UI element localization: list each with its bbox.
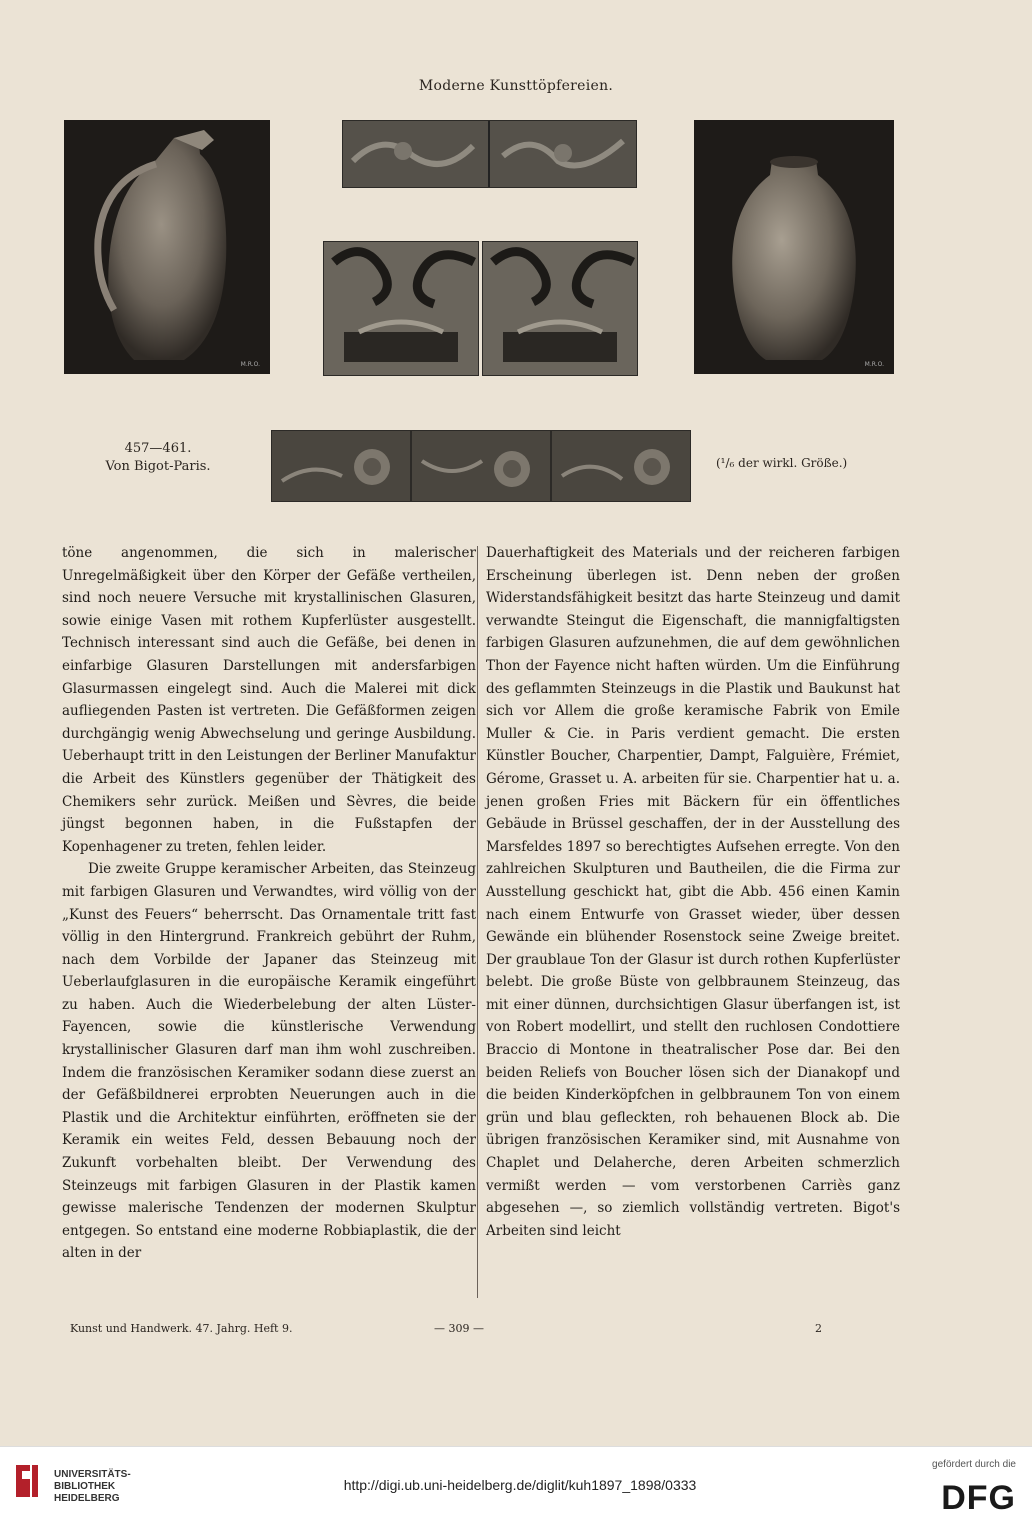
snail-tile-right (551, 430, 691, 502)
snail-relief-illustration (272, 431, 410, 501)
figure-caption (88, 440, 228, 476)
frieze-tile-top (342, 120, 637, 188)
snail-tile-left (271, 430, 411, 502)
text-column-right (486, 542, 900, 1242)
figure-numbers: 457—461. (124, 441, 192, 456)
university-logo-icon (12, 1461, 42, 1501)
column-divider (477, 546, 478, 1298)
signature-mark: 2 (815, 1322, 822, 1335)
ornament-relief-illustration (483, 242, 637, 375)
jug-photo (64, 120, 270, 374)
text-column-left (62, 542, 476, 1265)
paragraph: Die zweite Gruppe keramischer Arbeiten, das Steinzeug mit farbigen Glasuren und Verwandtes, wird völlig von der „Kunst des Feuers“ beherrscht. Das Ornamentale tritt fast völlig in den Hintergrund. Frankreich gebührt der Ruhm, nach dem Vorbilde der Japaner das Steinzeug mit Ueberlaufglasuren in die europäische Keramik eingeführt zu haben. Auch die Wiederbelebung der alten Lüster-Fayencen, sowie die künstlerische Verwendung krystallinischer Glasuren darf man ihm wohl zuschreiben. Indem die französischen Keramiker sodann diese zuerst an der Gefäßbildnerei erprobten Neuerungen auch in die Plastik und die Architektur einführten, eröffneten sie der Keramik ein weites Feld, dessen Bebauung noch der Zukunft vorbehalten bleibt. Der Verwendung des Steinzeugs mit farbigen Glasuren in der Plastik kamen gewisse malerische Tendenzen der modernen Skulptur entgegen. So entstand eine moderne Robbiaplastik, die der alten in der (62, 861, 476, 1262)
ornament-tile-left (323, 241, 479, 376)
digitization-bar (0, 1446, 1032, 1527)
page-header: Moderne Kunsttöpfereien. (418, 78, 614, 94)
dfg-logo: DFG (941, 1479, 1016, 1517)
vase-photo (694, 120, 894, 374)
snail-relief-illustration (412, 431, 550, 501)
vase-photo-mark: M.R.O. (864, 361, 884, 368)
library-name: UNIVERSITÄTS- BIBLIOTHEK HEIDELBERG (54, 1469, 131, 1504)
ornament-tile-right (482, 241, 638, 376)
ornament-relief-illustration (324, 242, 478, 375)
jug-illustration (64, 120, 270, 374)
funded-by-label: gefördert durch die (932, 1459, 1016, 1470)
paragraph: töne angenommen, die sich in malerischer Unregelmäßigkeit über den Körper der Gefäße vertheilen, sind noch neuere Versuche mit krystallinischen Glasuren, sowie einige Vasen mit rothem Kupferlüster ausgestellt. Technisch interessant sind auch die Gefäße, bei denen in einfarbige Glasuren Darstellungen mit andersfarbigen Glasurmassen eingelegt sind. Auch die Malerei mit dick aufliegenden Pasten ist vertreten. Die Gefäßformen zeigen durchgängig wenig Abwechselung und geringe Ausbildung. Ueberhaupt tritt in den Leistungen der Berliner Manufaktur die Arbeit des Künstlers gegenüber der Thätigkeit des Chemikers sehr zurück. Meißen und Sèvres, die beide jüngst begonnen haben, in die Fußstapfen der Kopenhagener zu treten, fehlen leider. (62, 545, 476, 855)
jug-photo-mark: M.R.O. (240, 361, 260, 368)
snail-relief-illustration (552, 431, 690, 501)
scale-note: (¹/₆ der wirkl. Größe.) (716, 456, 848, 470)
journal-footer: Kunst und Handwerk. 47. Jahrg. Heft 9. (70, 1322, 293, 1335)
frieze-relief-illustration (343, 121, 636, 187)
paragraph: Dauerhaftigkeit des Materials und der reicheren farbigen Erscheinung überlegen ist. Denn neben der großen Widerstandsfähigkeit besitzt das harte Steinzeug und damit verwandte Steingut die Eigenschaft, die mannigfaltigsten farbigen Glasuren aufzunehmen, die auf dem gewöhnlichen Thon der Fayence nicht haften würden. Um die Einführung des geflammten Steinzeugs in die Plastik und Baukunst hat sich vor Allem die große keramische Fabrik von Emile Muller & Cie. in Paris verdient gemacht. Die ersten Künstler Boucher, Charpentier, Dampt, Falguière, Frémiet, Gérome, Grasset u. A. arbeiten für sie. Charpentier hat u. a. jenen großen Fries mit Bäckern für ein öffentliches Gebäude in Brüssel geschaffen, der in der Ausstellung des Marsfeldes 1897 so berechtigtes Aufsehen erregte. Von den zahlreichen Skulpturen und Bautheilen, die die Firma zur Ausstellung geschickt hat, gibt die Abb. 456 einen Kamin nach einem Entwurfe von Grasset wieder, über dessen Gewände ein blühender Rosenstock seine Zweige breitet. Der graublaue Ton der Glasur ist durch rothen Kupferlüster belebt. Die große Büste von gelbbraunem Steinzeug, das mit einer dünnen, durchsichtigen Glasur überfangen ist, ist von Robert modellirt, und stellt den ruchlosen Condottiere Braccio di Montone in theatralischer Pose dar. Bei den beiden Reliefs von Boucher lösen sich der Dianakopf und die beiden Kinderköpfchen in gelbbraunem Ton von einem grün und blau gefleckten, roh behauenen Block ab. Die übrigen französischen Keramiker sind, mit Ausnahme von Chaplet und Delaherche, deren Arbeiten schmerzlich vermißt werden — vom verstorbenen Carriès ganz abgesehen —, so ziemlich vollständig vertreten. Bigot's Arbeiten sind leicht (486, 545, 900, 1239)
page-number: — 309 — (434, 1322, 484, 1335)
source-url-link[interactable]: http://digi.ub.uni-heidelberg.de/diglit/kuh1897_1898/0333 (343, 1477, 697, 1493)
vase-illustration (694, 120, 894, 374)
figure-attribution: Von Bigot-Paris. (105, 459, 211, 474)
snail-tile-middle (411, 430, 551, 502)
